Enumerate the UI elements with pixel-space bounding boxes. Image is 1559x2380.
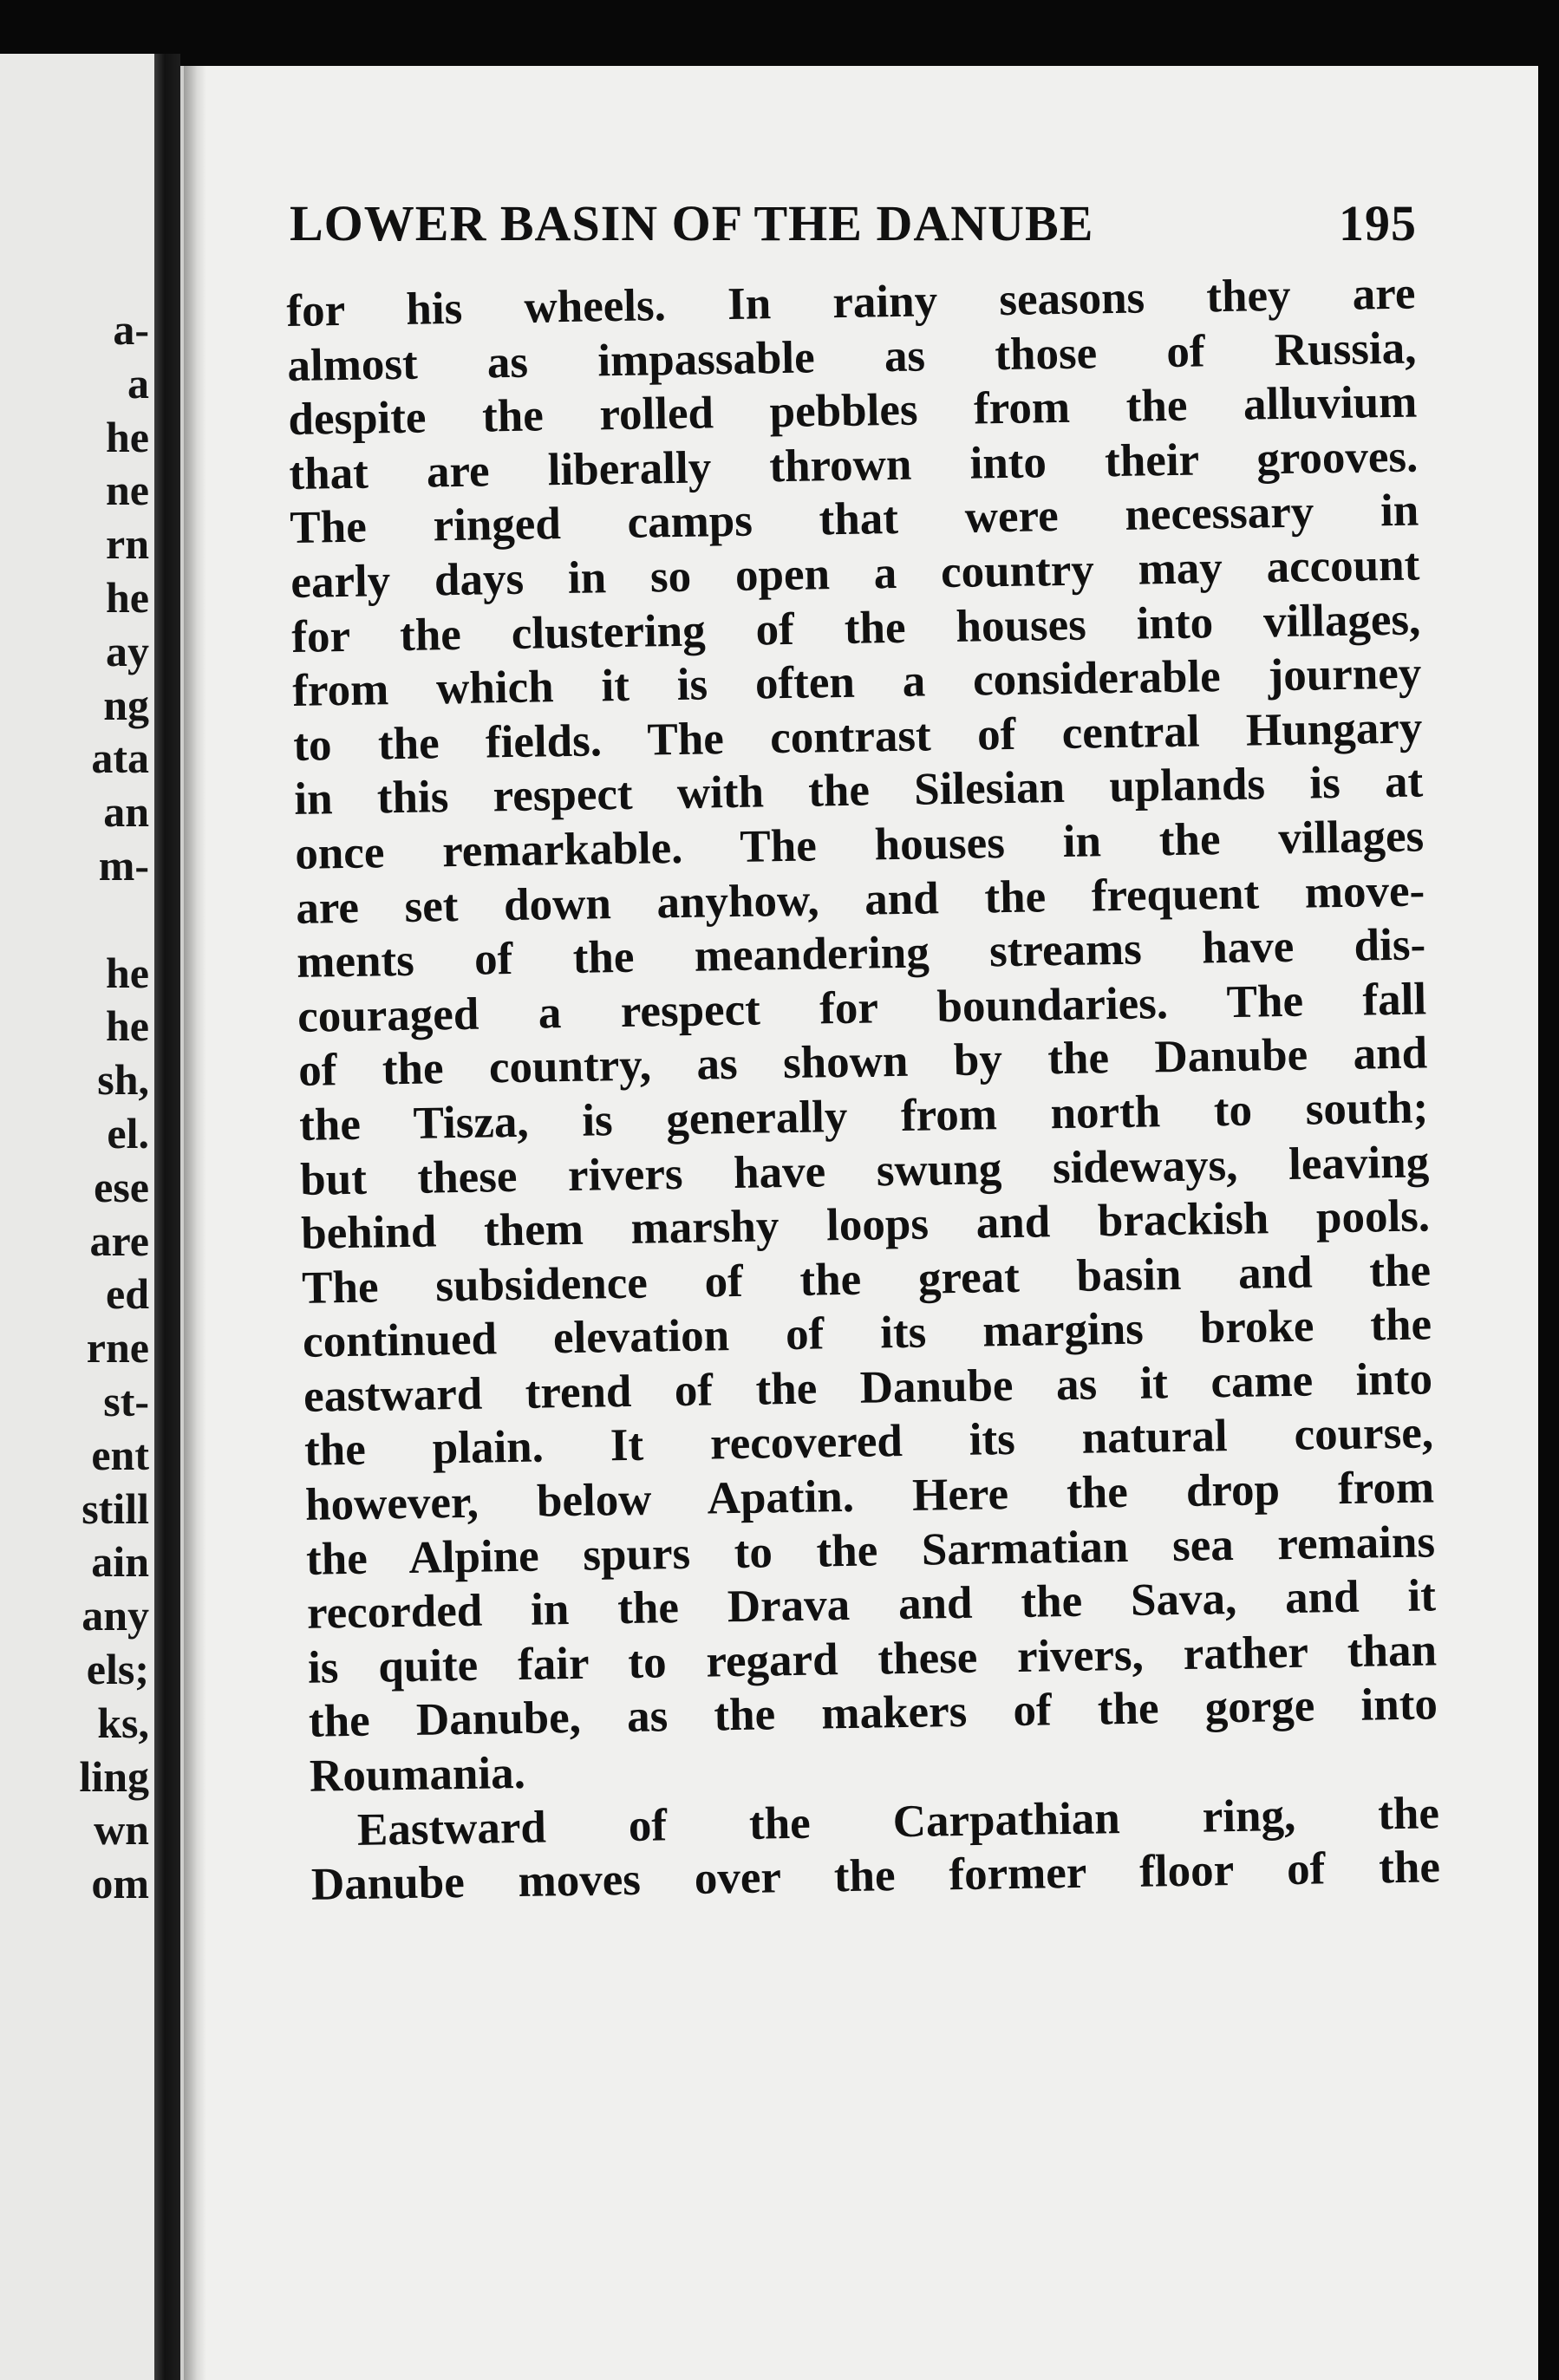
text-line: Danube moves over the former floor of the: [310, 1842, 1441, 1910]
left-fragment-line: ling: [79, 1751, 149, 1801]
left-fragment-line: st-: [103, 1376, 149, 1425]
text-line: for the clustering of the houses into villages,: [290, 594, 1421, 662]
text-line: for his wheels. In rainy seasons they are: [286, 268, 1416, 336]
text-line: the Danube, as the makers of the gorge into: [308, 1679, 1438, 1748]
left-fragment-line: ain: [91, 1537, 149, 1587]
text-line: to the fields. The contrast of central Hungary: [292, 702, 1423, 771]
left-fragment-line: an: [103, 787, 149, 837]
text-line: are set down anyhow, and the frequent move-: [295, 864, 1425, 934]
left-fragment-line: om: [91, 1859, 149, 1908]
left-fragment-line: he: [106, 572, 149, 622]
text-line: of the country, as shown by the Danube and: [297, 1027, 1428, 1097]
text-line: Roumania.: [309, 1747, 526, 1802]
left-fragment-line: ne: [106, 466, 149, 515]
text-line: once remarkable. The houses in the villages: [294, 811, 1425, 879]
left-page-text-fragments: [0, 303, 149, 1911]
paragraph-2: [310, 1786, 1441, 1913]
left-fragment-line: sh,: [97, 1055, 149, 1105]
left-fragment-line: ed: [106, 1269, 149, 1319]
text-line: that are liberally thrown into their grooves.: [288, 431, 1419, 499]
left-fragment-line: a: [127, 358, 149, 408]
left-fragment-line: still: [82, 1483, 149, 1533]
text-line: The subsidence of the great basin and the: [301, 1245, 1432, 1314]
left-fragment-line: are: [89, 1216, 149, 1265]
book-gutter: [154, 54, 180, 2380]
text-line: behind them marshy loops and brackish pools.: [300, 1190, 1431, 1259]
left-fragment-line: ay: [106, 626, 149, 675]
left-fragment-line: ng: [103, 680, 149, 729]
left-fragment-line: ese: [94, 1162, 149, 1211]
text-line: the Alpine spurs to the Sarmatian sea remains: [305, 1516, 1436, 1585]
left-fragment-line: he: [106, 412, 149, 461]
text-line: early days in so open a country may account: [290, 539, 1420, 608]
left-fragment-line: he: [106, 1001, 149, 1051]
running-head: [290, 194, 1417, 252]
left-fragment-line: wn: [94, 1805, 149, 1855]
text-line: ments of the meandering streams have dis-: [296, 919, 1426, 988]
text-line: the plain. It recovered its natural course,: [303, 1407, 1434, 1477]
left-fragment-gap: [0, 893, 149, 947]
text-line: the Tisza, is generally from north to south;: [298, 1082, 1429, 1151]
left-fragment-line: m-: [98, 840, 149, 890]
text-line: Eastward of the Carpathian ring, the: [356, 1787, 1440, 1855]
text-line: is quite fair to regard these rivers, rather than: [307, 1625, 1438, 1693]
text-line: from which it is often a considerable journey: [291, 648, 1422, 717]
left-fragment-line: els;: [86, 1644, 149, 1693]
page-number: 195: [1339, 195, 1417, 251]
text-line: recorded in the Drava and the Sava, and it: [306, 1570, 1437, 1640]
left-fragment-line: el.: [107, 1108, 149, 1157]
left-fragment-line: rne: [86, 1323, 149, 1373]
running-head-title: LOWER BASIN OF THE DANUBE: [290, 195, 1094, 251]
left-fragment-line: ks,: [97, 1698, 149, 1747]
left-fragment-line: he: [106, 948, 149, 997]
text-line: eastward trend of the Danube as it came into: [303, 1353, 1433, 1422]
text-line: The ringed camps that were necessary in: [289, 485, 1419, 554]
body-text: [286, 267, 1440, 1913]
text-line: continued elevation of its margins broke the: [302, 1299, 1432, 1368]
text-line: couraged a respect for boundaries. The fall: [297, 974, 1427, 1042]
text-line: despite the rolled pebbles from the alluvium: [287, 376, 1418, 446]
left-fragment-line: a-: [113, 305, 149, 354]
left-fragment-line: rn: [106, 519, 149, 569]
left-facing-page: [0, 54, 154, 2380]
text-line: however, below Apatin. Here the drop from: [304, 1462, 1435, 1530]
left-fragment-line: ent: [91, 1430, 149, 1479]
text-line: but these rivers have swung sideways, leaving: [299, 1136, 1430, 1205]
left-fragment-line: ata: [91, 734, 149, 783]
text-line: in this respect with the Silesian uplands is at: [293, 756, 1424, 825]
page-inner-edge-shadow: [184, 66, 206, 2380]
text-line: almost as impassable as those of Russia,: [287, 323, 1417, 391]
paragraph-1: [286, 267, 1438, 1804]
left-fragment-line: any: [82, 1591, 149, 1640]
book-page: [180, 66, 1538, 2380]
